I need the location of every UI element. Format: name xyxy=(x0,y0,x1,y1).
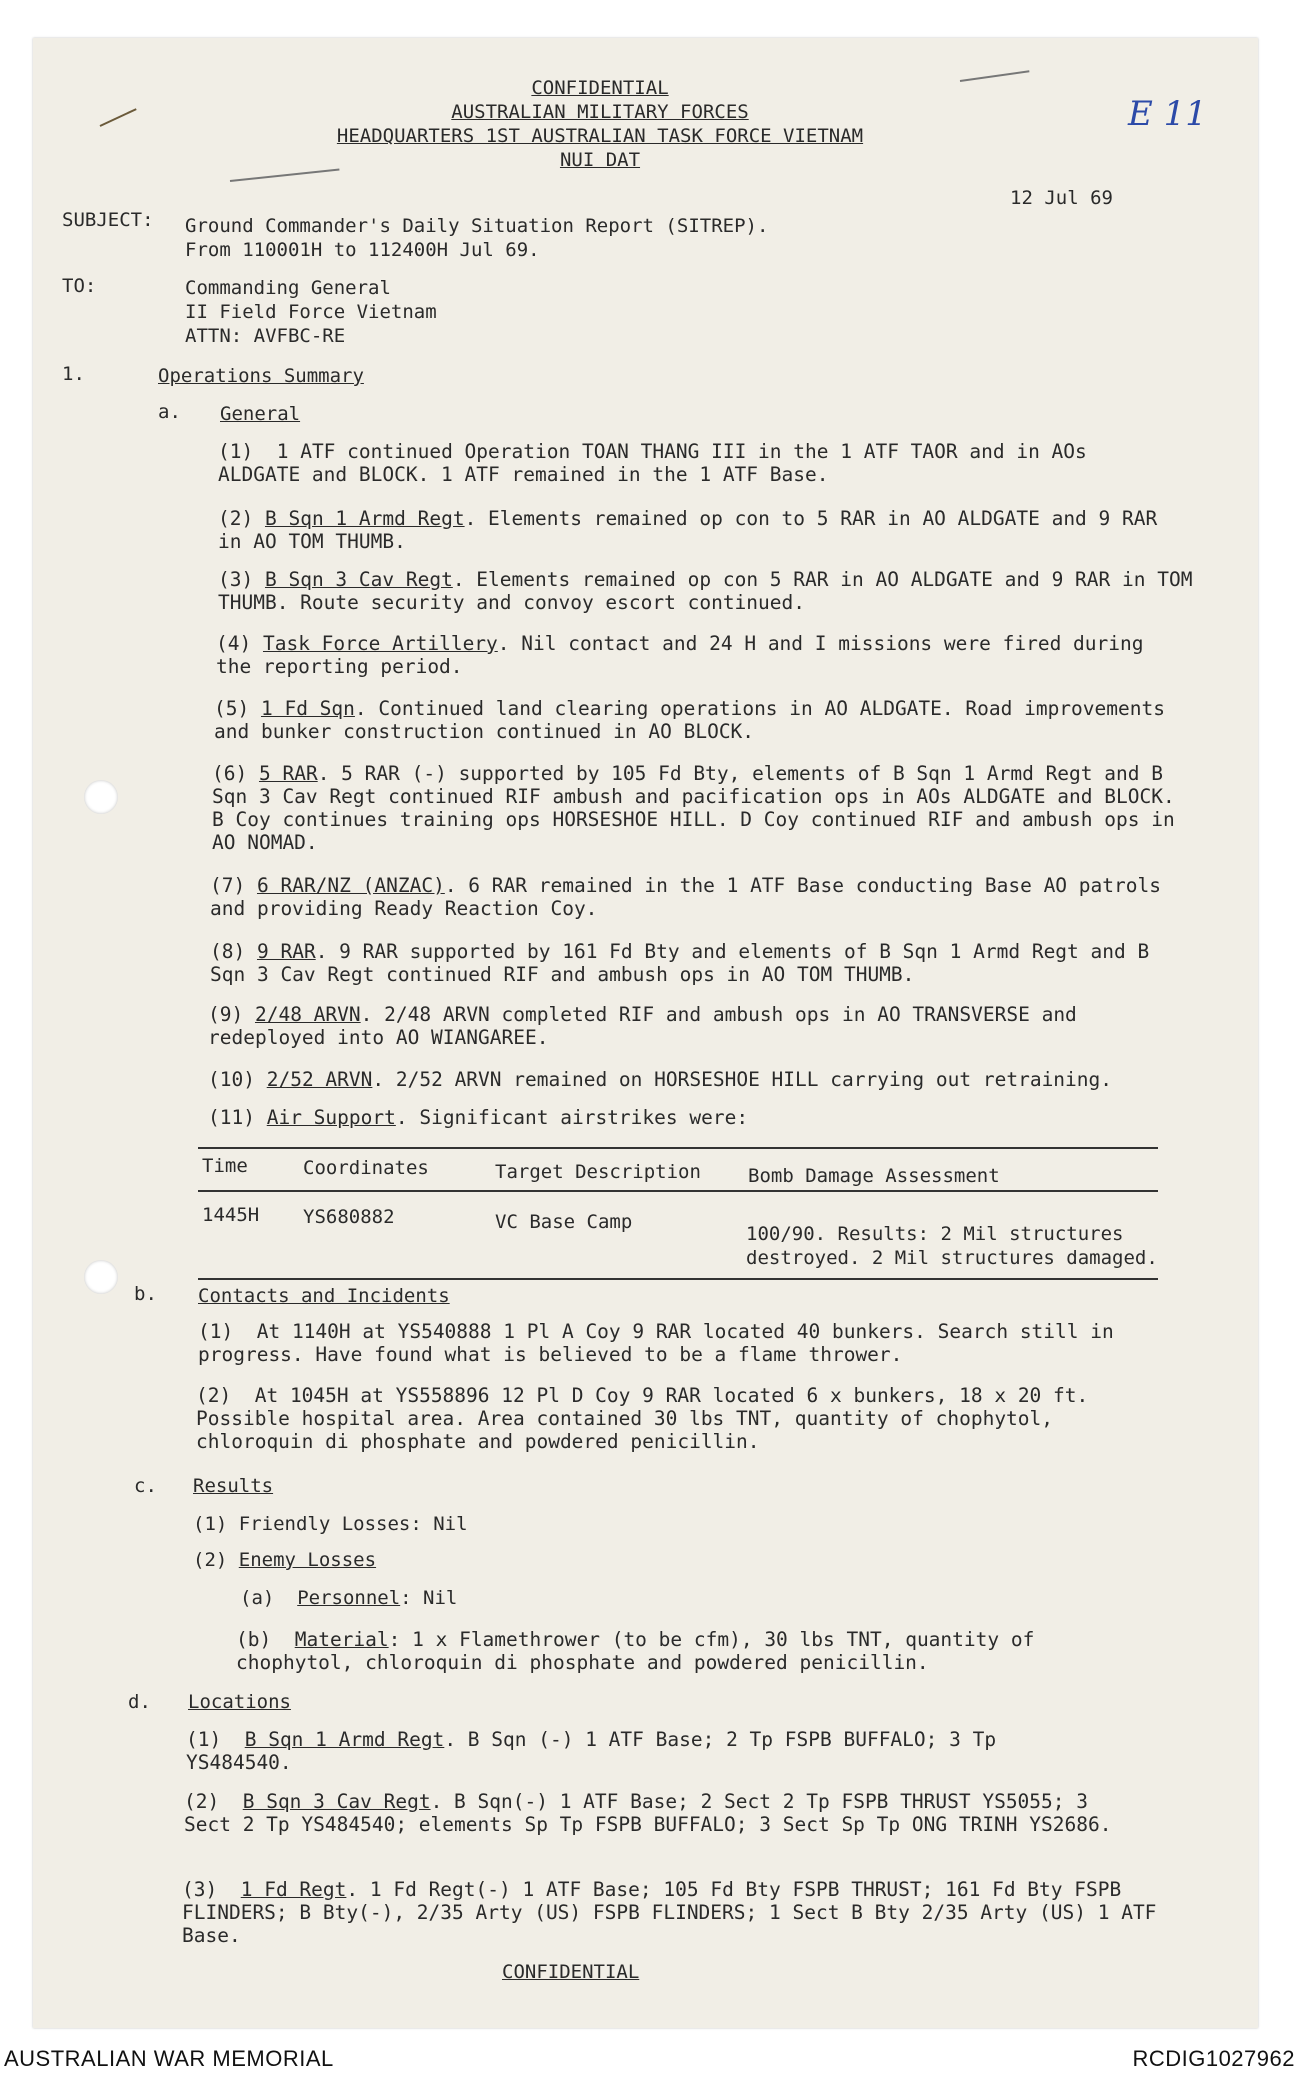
footer-right: RCDIG1027962 xyxy=(1132,2046,1295,2071)
header-line-3: NUI DAT xyxy=(559,149,641,171)
table-rule-bottom xyxy=(198,1278,1158,1280)
contact-item: (2) At 1045H at YS558896 12 Pl D Coy 9 RAR located 6 x bunkers, 18 x 20 ft. Possible hospital area. Area contained 30 lbs TNT, quantity of chophytol, chloroquin di phosphate and powdered penicillin. xyxy=(196,1384,1089,1453)
section-title: Operations Summary xyxy=(158,365,364,387)
general-item: (3) B Sqn 3 Cav Regt. Elements remained op con 5 RAR in AO ALDGATE and 9 RAR in TOM THUMB. Route security and convoy escort continued. xyxy=(218,568,1193,614)
subsection-title: Results xyxy=(193,1475,274,1497)
enemy-losses: (2) Enemy Losses xyxy=(193,1549,377,1571)
location-item: (3) 1 Fd Regt. 1 Fd Regt(-) 1 ATF Base; 105 Fd Bty FSPB THRUST; 161 Fd Bty FSPB FLINDERS; B Bty(-), 2/35 Arty (US) FSPB FLINDERS; 1 Sect B Bty 2/35 Arty (US) 1 ATF Base. xyxy=(182,1878,1157,1947)
table-header-time: Time xyxy=(202,1155,248,1177)
subject-line-2: From 110001H to 112400H Jul 69. xyxy=(185,239,540,261)
table-cell-target: VC Base Camp xyxy=(495,1211,633,1233)
general-item: (7) 6 RAR/NZ (ANZAC). 6 RAR remained in the 1 ATF Base conducting Base AO patrols and providing Ready Reaction Coy. xyxy=(210,874,1161,920)
punch-hole xyxy=(84,780,118,814)
classification-bottom: CONFIDENTIAL xyxy=(502,1961,640,1983)
general-item: (5) 1 Fd Sqn. Continued land clearing operations in AO ALDGATE. Road improvements and bunker construction continued in AO BLOCK. xyxy=(214,697,1165,743)
location-item: (1) B Sqn 1 Armd Regt. B Sqn (-) 1 ATF Base; 2 Tp FSPB BUFFALO; 3 Tp YS484540. xyxy=(186,1728,997,1774)
table-cell-time: 1445H xyxy=(202,1204,260,1226)
table-cell-bda-line-1: 100/90. Results: 2 Mil structures xyxy=(746,1223,1124,1245)
general-item: (1) 1 ATF continued Operation TOAN THANG III in the 1 ATF TAOR and in AOs ALDGATE and BLOCK. 1 ATF remained in the 1 ATF Base. xyxy=(218,440,1087,486)
general-item: (11) Air Support. Significant airstrikes were: xyxy=(208,1106,749,1129)
punch-hole xyxy=(84,1260,118,1294)
general-item: (8) 9 RAR. 9 RAR supported by 161 Fd Bty and elements of B Sqn 1 Armd Regt and B Sqn 3 Cav Regt continued RIF and ambush ops in AO TOM THUMB. xyxy=(210,940,1150,986)
subsection-letter: a. xyxy=(158,401,181,423)
general-item: (4) Task Force Artillery. Nil contact and 24 H and I missions were fired during the reporting period. xyxy=(216,632,1144,678)
material-losses: (b) Material: 1 x Flamethrower (to be cfm), 30 lbs TNT, quantity of chophytol, chloroquin di phosphate and powdered penicillin. xyxy=(236,1628,1035,1674)
subject-line-1: Ground Commander's Daily Situation Report (SITREP). xyxy=(185,215,769,237)
to-line-3: ATTN: AVFBC-RE xyxy=(185,325,346,347)
table-cell-coordinates: YS680882 xyxy=(303,1206,395,1228)
document-date: 12 Jul 69 xyxy=(1010,187,1113,209)
to-label: TO: xyxy=(62,275,97,297)
subsection-title: Contacts and Incidents xyxy=(198,1285,450,1307)
location-item: (2) B Sqn 3 Cav Regt. B Sqn(-) 1 ATF Base; 2 Sect 2 Tp FSPB THRUST YS5055; 3 Sect 2 Tp YS484540; elements Sp Tp FSPB BUFFALO; 3 Sect Sp Tp ONG TRINH YS2686. xyxy=(184,1790,1112,1836)
section-number: 1. xyxy=(62,363,85,385)
to-line-2: II Field Force Vietnam xyxy=(185,301,437,323)
subsection-title: Locations xyxy=(188,1691,291,1713)
footer-left: AUSTRALIAN WAR MEMORIAL xyxy=(4,2046,334,2071)
table-header-bda: Bomb Damage Assessment xyxy=(748,1165,1000,1187)
subsection-letter: c. xyxy=(134,1475,157,1497)
handwritten-annotation: E 11 xyxy=(1128,94,1207,134)
classification-top: CONFIDENTIAL xyxy=(531,77,669,99)
table-rule-top xyxy=(198,1147,1158,1149)
friendly-losses: (1) Friendly Losses: Nil xyxy=(193,1513,468,1535)
subsection-letter: b. xyxy=(134,1283,157,1305)
header-line-1: AUSTRALIAN MILITARY FORCES xyxy=(451,101,749,123)
table-rule-header xyxy=(198,1190,1158,1192)
contact-item: (1) At 1140H at YS540888 1 Pl A Coy 9 RAR located 40 bunkers. Search still in progress. Have found what is believed to be a flame thrower. xyxy=(198,1320,1114,1366)
subsection-title: General xyxy=(220,403,301,425)
table-header-coordinates: Coordinates xyxy=(303,1157,429,1179)
subject-label: SUBJECT: xyxy=(62,209,154,231)
general-item: (2) B Sqn 1 Armd Regt. Elements remained op con to 5 RAR in AO ALDGATE and 9 RAR in AO TOM THUMB. xyxy=(218,507,1158,553)
header-line-2: HEADQUARTERS 1ST AUSTRALIAN TASK FORCE VIETNAM xyxy=(336,125,864,147)
subsection-letter: d. xyxy=(128,1691,151,1713)
pen-stroke xyxy=(960,70,1030,82)
general-item: (10) 2/52 ARVN. 2/52 ARVN remained on HORSESHOE HILL carrying out retraining. xyxy=(208,1068,1113,1091)
personnel-losses: (a) Personnel: Nil xyxy=(240,1587,458,1609)
pen-stroke xyxy=(100,108,137,127)
general-item: (9) 2/48 ARVN. 2/48 ARVN completed RIF and ambush ops in AO TRANSVERSE and redeployed into AO WIANGAREE. xyxy=(208,1003,1077,1049)
table-header-target: Target Description xyxy=(495,1161,701,1183)
table-cell-bda-line-2: destroyed. 2 Mil structures damaged. xyxy=(746,1247,1158,1269)
general-item: (6) 5 RAR. 5 RAR (-) supported by 105 Fd Bty, elements of B Sqn 1 Armd Regt and B Sqn 3 Cav Regt continued RIF ambush and pacification ops in AOs ALDGATE and BLOCK. B Coy continues training ops HORSESHOE HILL. D Coy continued RIF and ambush ops in AO NOMAD. xyxy=(212,762,1175,854)
to-line-1: Commanding General xyxy=(185,277,391,299)
